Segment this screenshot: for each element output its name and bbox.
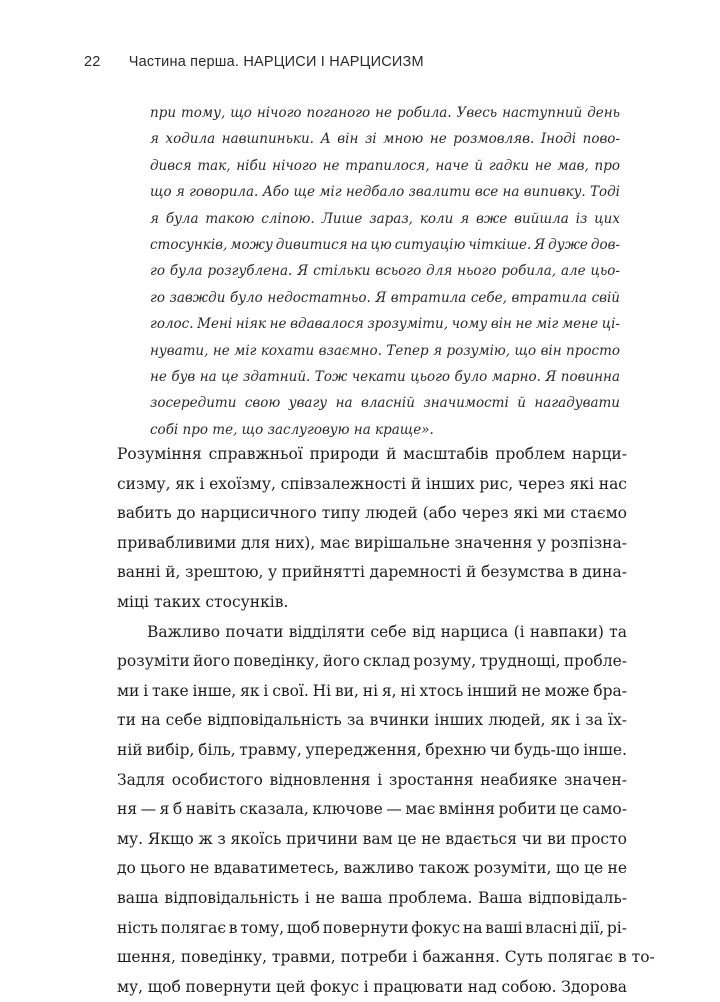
quote-line: дився так, ніби нічого не трапилося, наче й гадки не мав, про	[150, 157, 620, 174]
paragraph-line: розуміти його поведінку, його склад розуму, труднощі, пробле-	[117, 652, 627, 671]
paragraph-line: ми і таке інше, як і свої. Ні ви, ні я, ні хтось інший не може бра-	[117, 681, 627, 700]
quote-line: зосередити свою увагу на власній значимості й нагадувати	[150, 395, 620, 412]
paragraph-line: ній вибір, біль, травму, упередження, брехню чи будь-що інше.	[117, 740, 627, 759]
quote-line: я ходила навшпиньки. А він зі мною не розмовляв. Іноді пово-	[150, 131, 620, 148]
quote-line: нувати, не міг кохати взаємно. Тепер я розумію, що він просто	[150, 342, 620, 359]
paragraph-line: ня — я б навіть сказала, ключове — має вміння робити це само-	[117, 800, 627, 819]
quote-line: при тому, що нічого поганого не робила. Увесь наступний день	[150, 105, 620, 121]
paragraph-line: му. Якщо ж з якоїсь причини вам це не вдається чи ви просто	[117, 829, 627, 848]
paragraph-line: до цього не вдаватиметесь, важливо також розуміти, що це не	[117, 859, 627, 878]
running-header	[84, 54, 424, 70]
quote-line: го була розгублена. Я стільки всього для нього робила, але цьо-	[150, 263, 620, 280]
paragraph-line: ти на себе відповідальність за вчинки інших людей, як і за їх-	[117, 711, 627, 730]
paragraph-line: шення, поведінку, травми, потреби і бажання. Суть полягає в то-	[117, 948, 655, 967]
quote-line: що я говорила. Або ще міг недбало звалити все на випивку. Тоді	[150, 184, 620, 201]
paragraph-line: ність полягає в тому, щоб повернути фокус на ваші власні дії, рі-	[117, 918, 627, 937]
paragraph-line: вабить до нарцисичного типу людей (або через які ми стаємо	[117, 504, 627, 523]
paragraph-line: привабливими для них), має вирішальне значення у розпізна-	[117, 533, 627, 552]
chapter-title: НАРЦИСИ І НАРЦИСИЗМ	[243, 54, 424, 70]
page-number: 22	[84, 54, 101, 70]
paragraph-line: ванні й, зрештою, у прийнятті даремності й безумства в дина-	[117, 563, 627, 582]
body-text	[117, 440, 655, 1002]
quote-line: голос. Мені ніяк не вдавалося зрозуміти, чому він не міг мене ці-	[150, 316, 620, 333]
paragraph-line: сизму, як і ехоїзму, співзалежності й інших рис, через які нас	[117, 474, 627, 493]
paragraph-line: Задля особистого відновлення і зростання неабияке значен-	[117, 770, 627, 789]
quote-line: го завжди було недостатньо. Я втратила себе, втратила свій	[150, 289, 620, 306]
quote-line: стосунків, можу дивитися на цю ситуацію чіткіше. Я дуже дов-	[150, 236, 620, 253]
quote-line: не був на це здатний. Тож чекати цього було марно. Я повинна	[150, 368, 620, 385]
paragraph-line: Важливо почати відділяти себе від нарциса (і навпаки) та	[147, 622, 627, 641]
paragraph-line: ваша відповідальність і не ваша проблема. Ваша відповідаль-	[117, 888, 627, 907]
paragraph-line: міці таких стосунків.	[117, 592, 289, 611]
quote-line: собі про те, що заслуговую на краще».	[150, 421, 434, 438]
paragraph-line: му, щоб повернути цей фокус і працювати над собою. Здорова	[117, 977, 627, 996]
quote-line: я була такою сліпою. Лише зараз, коли я вже вийшла із цих	[150, 210, 620, 227]
quote-block	[150, 100, 620, 443]
part-label: Частина перша.	[128, 54, 240, 70]
paragraph-line: Розуміння справжньої природи й масштабів проблем нарци-	[117, 445, 627, 463]
